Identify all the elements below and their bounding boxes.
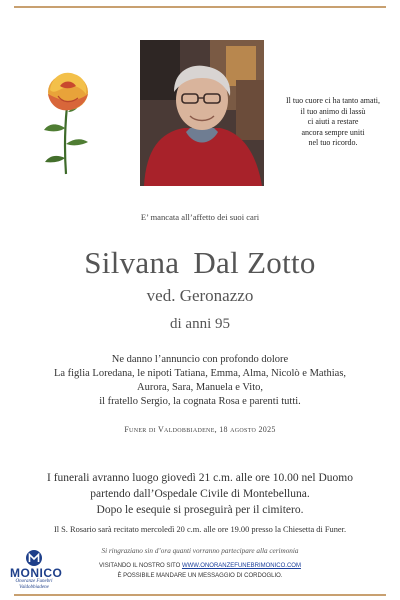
memorial-verse — [270, 96, 396, 149]
website-line2: È POSSIBILE MANDARE UN MESSAGGIO DI CORDOGLIO. — [117, 573, 283, 579]
funeral-line: partendo dall’Ospedale Civile di Montebelluna. — [90, 488, 310, 500]
verse-line: il tuo animo di lassù — [300, 106, 366, 116]
logo-brand: MONICO — [10, 566, 63, 580]
first-name: Silvana — [84, 245, 180, 280]
rose-icon — [34, 66, 104, 176]
intro-text: E’ mancata all’affetto dei suoi cari — [140, 212, 260, 222]
verse-line: nel tuo ricordo. — [308, 138, 358, 147]
monico-logo-icon — [25, 549, 43, 567]
portrait-photo — [140, 40, 264, 186]
widow-of: ved. Geronazzo — [146, 286, 254, 305]
announcement-block — [0, 353, 400, 409]
monico-logo — [10, 549, 63, 593]
rosary-info: Il S. Rosario sarà recitato mercoledì 20 c.m. alle ore 19.00 presso la Chiesetta di Funer. — [53, 525, 347, 534]
logo-subtitle: Onoranze Funebri — [15, 579, 53, 584]
age-text: di anni 95 — [170, 316, 230, 332]
deceased-name — [0, 245, 400, 281]
logo-location: Valdobbiadene — [19, 584, 49, 590]
top-border-line — [14, 6, 386, 8]
funeral-line: Dopo le esequie si proseguirà per il cimitero. — [96, 504, 304, 516]
verse-line: ci aiuti a restare — [307, 117, 359, 126]
thanks-text: Si ringraziano sin d’ora quanti vorranno partecipare alla cerimonia — [101, 547, 299, 555]
funeral-info — [0, 470, 400, 518]
place-date: Funer di Valdobbiadene, 18 agosto 2025 — [124, 425, 276, 434]
funeral-line: I funerali avranno luogo giovedì 21 c.m. alle ore 10.00 nel Duomo — [47, 472, 353, 484]
announcement-line: Aurora, Sara, Manuela e Vito, — [136, 382, 263, 393]
bottom-border-line — [14, 594, 386, 596]
website-link[interactable]: WWW.ONORANZEFUNEBRIMONICO.COM — [181, 563, 301, 569]
last-name: Dal Zotto — [193, 245, 316, 280]
website-prefix: VISITANDO IL NOSTRO SITO — [99, 563, 181, 569]
verse-line: ancora sempre uniti — [301, 127, 365, 137]
announcement-line: Ne danno l’annuncio con profondo dolore — [111, 354, 289, 365]
announcement-line: La figlia Loredana, le nipoti Tatiana, Emma, Alma, Nicolò e Mathias, — [53, 368, 347, 379]
announcement-line: il fratello Sergio, la cognata Rosa e parenti tutti. — [99, 396, 301, 407]
verse-line: Il tuo cuore ci ha tanto amati, — [286, 96, 380, 105]
